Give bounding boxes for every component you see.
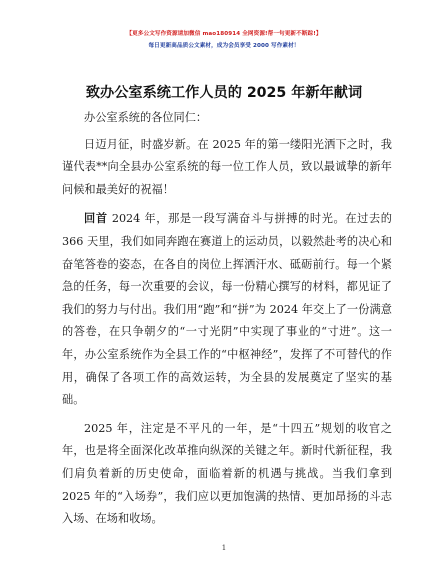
paragraph-3-text: 2025 年，注定是不平凡的一年，是“十四五”规划的收官之年，也是将全面深化改革推向纵深的关键之年。新时代新征程，我们肩负着新的历史使命，面临着新的机遇与挑战。当我们拿到 2025 年的“入场券”，我们应以更加饱满的热情、更加昂扬的斗志入场、在场和收场。	[62, 421, 392, 526]
document-title: 致办公室系统工作人员的 2025 年新年献词	[85, 85, 363, 101]
paragraph-1-text: 日迈月征，时盛岁新。在 2025 年的第一缕阳光洒下之时，我谨代表**向全县办公室系统的每一位工作人员，致以最诚挚的新年问候和最美好的祝福！	[62, 137, 392, 196]
paragraph-1	[62, 134, 392, 202]
promo-banner-line-2: 每日更新高品质公文素材，成为会员享受 2000 写作素材！	[148, 43, 300, 49]
document-body	[62, 107, 392, 531]
paragraph-2-lead: 回首	[84, 211, 108, 226]
paragraph-2-text: 2024 年，那是一段写满奋斗与拼搏的时光。在过去的 366 天里，我们如同奔跑在赛道上的运动员，以毅然赴考的决心和奋笔答卷的姿态，在各自的岗位上挥洒汗水、砥砺前行。每一个紧急的任务，每一次重要的会议，每一份精心撰写的材料，都见证了我们的努力与付出。我们用“跑”和“拼”为 2024 年交上了一份满意的答卷，在只争朝夕的“一寸光阴”中实现了事业的“寸进”。这一年，办公室系统作为全县工作的“中枢神经”，发挥了不可替代的作用，确保了各项工作的高效运转，为全县的发展奠定了坚实的基础。	[62, 212, 392, 407]
paragraph-2	[62, 207, 392, 411]
salutation: 办公室系统的各位同仁：	[84, 111, 208, 124]
paragraph-3	[62, 418, 392, 531]
page-number: 1	[221, 544, 227, 552]
promo-banner-line-1: 【更多公文写作资源请加微信 mao180914 全网资源!帮一句更新不断踪!】	[126, 31, 322, 37]
